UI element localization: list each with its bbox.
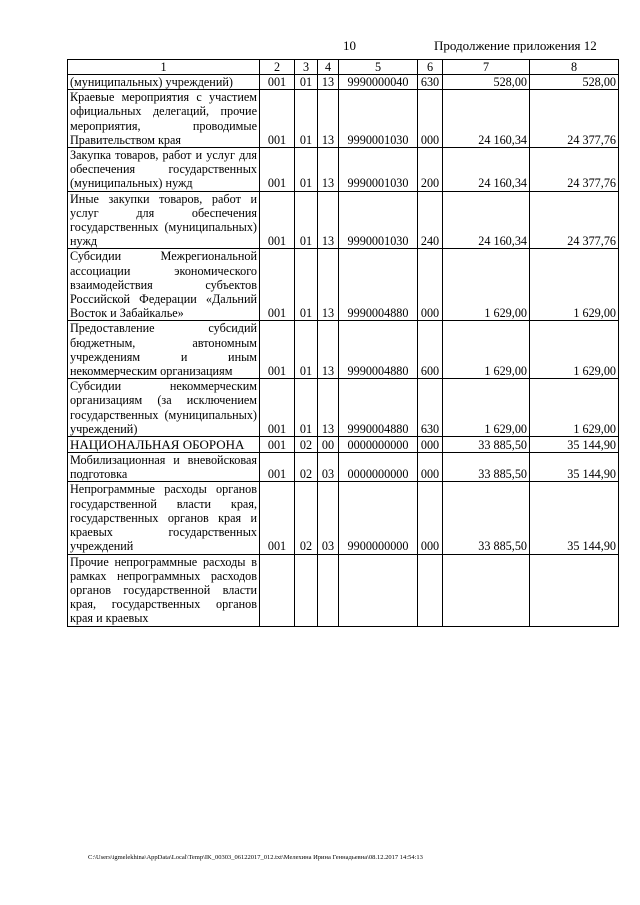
- subsection-code: [318, 554, 339, 626]
- target-code: [339, 554, 418, 626]
- expense-type-code: 600: [418, 321, 443, 379]
- column-number-row: [68, 60, 619, 75]
- expense-name: НАЦИОНАЛЬНАЯ ОБОРОНА: [68, 437, 260, 453]
- expense-type-code: 000: [418, 249, 443, 321]
- table-row: [68, 379, 619, 437]
- expense-type-code: 630: [418, 75, 443, 90]
- amount-col8: 1 629,00: [530, 249, 619, 321]
- expense-name: Краевые мероприятия с участием официальных делегаций, прочие мероприятия, проводимые Правительством края: [68, 90, 260, 148]
- amount-col7: 33 885,50: [443, 482, 530, 554]
- subsection-code: 03: [318, 453, 339, 482]
- subsection-code: 13: [318, 191, 339, 249]
- section-code: 02: [295, 482, 318, 554]
- target-code: 9990001030: [339, 90, 418, 148]
- footer-file-path: C:\Users\igmelekhina\AppData\Local\Temp\IK_00303_06122017_012.txt\Мелехина Ирина Геннадьевна\08.12.2017 14:54:13: [88, 854, 423, 861]
- table-row: [68, 191, 619, 249]
- expense-type-code: 240: [418, 191, 443, 249]
- column-header: 4: [318, 60, 339, 75]
- amount-col7: 24 160,34: [443, 191, 530, 249]
- amount-col8: 528,00: [530, 75, 619, 90]
- expense-type-code: 630: [418, 379, 443, 437]
- amount-col8: 24 377,76: [530, 148, 619, 192]
- expense-type-code: 000: [418, 482, 443, 554]
- section-code: 01: [295, 249, 318, 321]
- amount-col7: 33 885,50: [443, 437, 530, 453]
- table-row: [68, 75, 619, 90]
- ministry-code: 001: [260, 482, 295, 554]
- table-row: [68, 453, 619, 482]
- expense-name: Иные закупки товаров, работ и услуг для обеспечения государственных (муниципальных) нужд: [68, 191, 260, 249]
- target-code: 9990000040: [339, 75, 418, 90]
- expense-type-code: [418, 554, 443, 626]
- subsection-code: 13: [318, 148, 339, 192]
- target-code: 9990001030: [339, 191, 418, 249]
- column-header: 6: [418, 60, 443, 75]
- continuation-note: Продолжение приложения 12: [434, 38, 597, 53]
- subsection-code: 13: [318, 321, 339, 379]
- amount-col8: 35 144,90: [530, 482, 619, 554]
- expense-name: Прочие непрограммные расходы в рамках непрограммных расходов органов государственной власти края, государственных органов края и краевых: [68, 554, 260, 626]
- subsection-code: 13: [318, 379, 339, 437]
- ministry-code: 001: [260, 191, 295, 249]
- section-code: [295, 554, 318, 626]
- target-code: 0000000000: [339, 453, 418, 482]
- target-code: 9900000000: [339, 482, 418, 554]
- target-code: 9990004880: [339, 249, 418, 321]
- target-code: 9990001030: [339, 148, 418, 192]
- table-row: [68, 148, 619, 192]
- expense-type-code: 000: [418, 437, 443, 453]
- page-number: 10: [343, 38, 356, 53]
- expense-name: Закупка товаров, работ и услуг для обеспечения государственных (муниципальных) нужд: [68, 148, 260, 192]
- ministry-code: 001: [260, 379, 295, 437]
- section-code: 01: [295, 379, 318, 437]
- table-row: [68, 90, 619, 148]
- ministry-code: 001: [260, 453, 295, 482]
- table-row: [68, 249, 619, 321]
- target-code: 9990004880: [339, 321, 418, 379]
- ministry-code: 001: [260, 249, 295, 321]
- amount-col7: 1 629,00: [443, 321, 530, 379]
- column-header: 7: [443, 60, 530, 75]
- column-header: 1: [68, 60, 260, 75]
- target-code: 9990004880: [339, 379, 418, 437]
- ministry-code: 001: [260, 148, 295, 192]
- table-row: [68, 554, 619, 626]
- amount-col7: 528,00: [443, 75, 530, 90]
- expense-name: Субсидии некоммерческим организациям (за исключением государственных (муниципальных) учреждений): [68, 379, 260, 437]
- expense-name: Предоставление субсидий бюджетным, автономным учреждениям и иным некоммерческим организациям: [68, 321, 260, 379]
- expense-type-code: 200: [418, 148, 443, 192]
- amount-col7: [443, 554, 530, 626]
- section-code: 02: [295, 453, 318, 482]
- amount-col7: 1 629,00: [443, 249, 530, 321]
- section-code: 01: [295, 191, 318, 249]
- table-row: [68, 321, 619, 379]
- section-code: 01: [295, 90, 318, 148]
- expense-name: Непрограммные расходы органов государственной власти края, государственных органов края и краевых государственных учреждений: [68, 482, 260, 554]
- amount-col8: 1 629,00: [530, 321, 619, 379]
- subsection-code: 03: [318, 482, 339, 554]
- section-code: 01: [295, 148, 318, 192]
- amount-col7: 24 160,34: [443, 90, 530, 148]
- amount-col8: 35 144,90: [530, 437, 619, 453]
- amount-col8: 35 144,90: [530, 453, 619, 482]
- target-code: 0000000000: [339, 437, 418, 453]
- amount-col7: 33 885,50: [443, 453, 530, 482]
- column-header: 5: [339, 60, 418, 75]
- column-header: 8: [530, 60, 619, 75]
- subsection-code: 00: [318, 437, 339, 453]
- column-header: 3: [295, 60, 318, 75]
- subsection-code: 13: [318, 249, 339, 321]
- amount-col8: [530, 554, 619, 626]
- section-code: 01: [295, 321, 318, 379]
- amount-col8: 1 629,00: [530, 379, 619, 437]
- ministry-code: 001: [260, 437, 295, 453]
- table-row: [68, 482, 619, 554]
- amount-col8: 24 377,76: [530, 191, 619, 249]
- section-code: 01: [295, 75, 318, 90]
- subsection-code: 13: [318, 90, 339, 148]
- expense-type-code: 000: [418, 90, 443, 148]
- expense-type-code: 000: [418, 453, 443, 482]
- ministry-code: [260, 554, 295, 626]
- section-code: 02: [295, 437, 318, 453]
- budget-table: [67, 59, 619, 627]
- expense-name: Субсидии Межрегиональной ассоциации экономического взаимодействия субъектов Российской Федерации «Дальний Восток и Забайкалье»: [68, 249, 260, 321]
- expense-name: Мобилизационная и вневойсковая подготовка: [68, 453, 260, 482]
- table-row: [68, 437, 619, 453]
- expense-name: (муниципальных) учреждений): [68, 75, 260, 90]
- ministry-code: 001: [260, 321, 295, 379]
- ministry-code: 001: [260, 75, 295, 90]
- amount-col7: 24 160,34: [443, 148, 530, 192]
- subsection-code: 13: [318, 75, 339, 90]
- amount-col7: 1 629,00: [443, 379, 530, 437]
- amount-col8: 24 377,76: [530, 90, 619, 148]
- ministry-code: 001: [260, 90, 295, 148]
- column-header: 2: [260, 60, 295, 75]
